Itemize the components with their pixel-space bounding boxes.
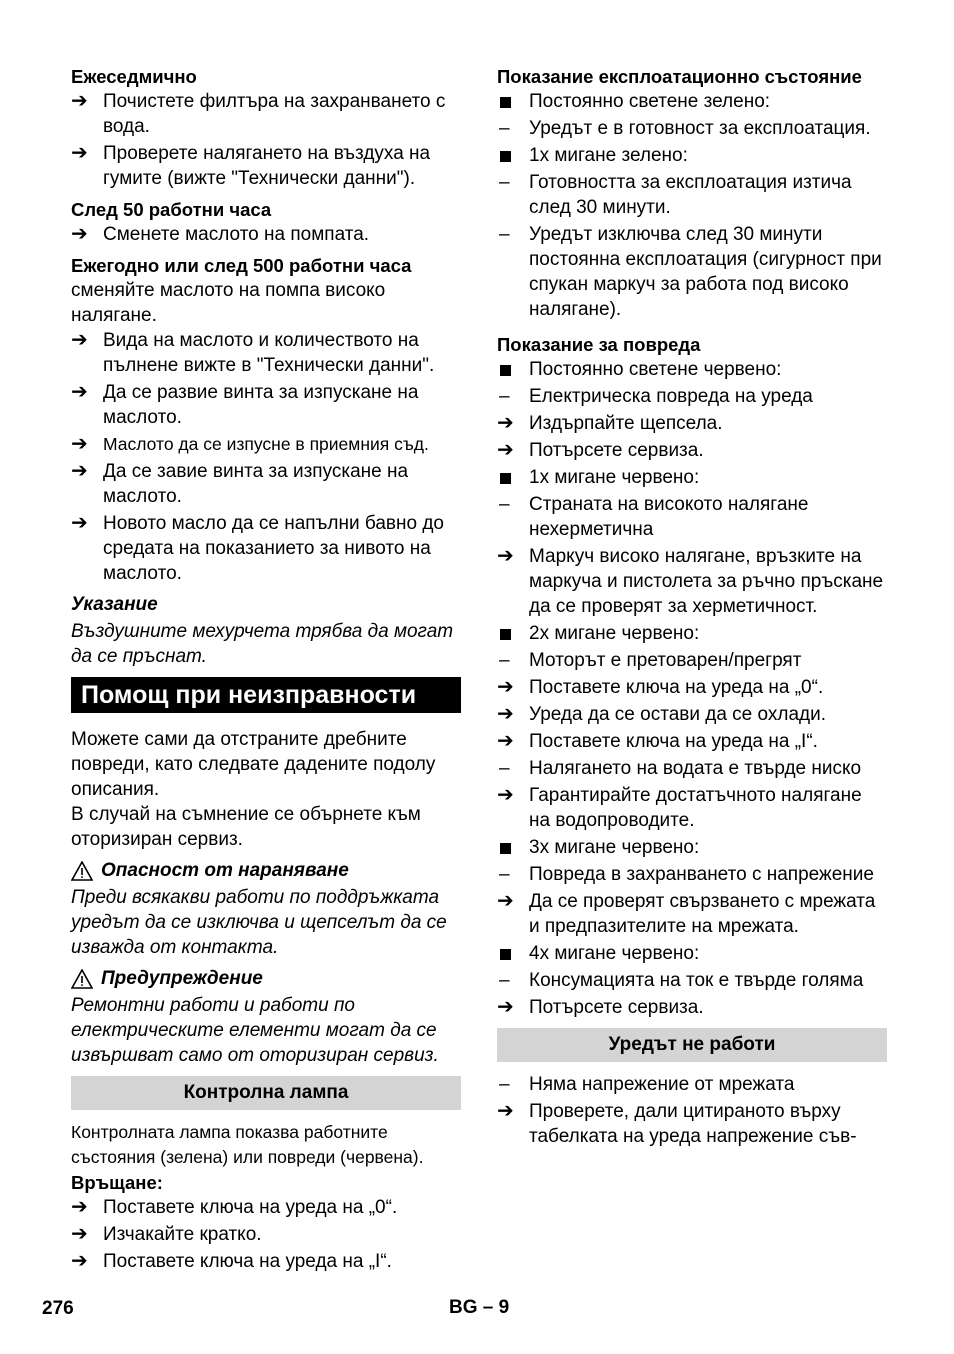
dash-bullet: – [499, 1074, 510, 1095]
dash-bullet: – [499, 758, 510, 779]
list-item: ➔ Поставете ключа на уреда на „0“. [71, 1196, 398, 1218]
subsection-device-not-working: Уредът не работи [497, 1028, 887, 1062]
heading-weekly: Ежеседмично [71, 66, 197, 87]
list-item: – Готовността за експлоатация изтича след 30 минути. [499, 172, 852, 218]
fault-indication-list [497, 357, 887, 1020]
list-item: ➔ Новото масло да се напълни бавно до средата на показанието за нивото на маслото. [71, 512, 444, 584]
arrow-right-icon: ➔ [71, 1223, 88, 1245]
dash-bullet: – [499, 650, 510, 671]
list-item: ➔ Проверете, дали цитираното върху табелката на уреда напрежение съв- [497, 1100, 857, 1147]
list-item: ➔ Издърпайте щепсела. [497, 412, 723, 434]
heading-operating-status: Показание експлоатационно състояние [497, 66, 862, 87]
list-item: – Моторът е претоварен/прегрят [499, 650, 802, 671]
list-item: 2x мигане червено: [529, 623, 700, 644]
yearly-intro: сменяйте маслото на помпа високо налягане. [71, 280, 386, 326]
list-item: ➔ Да се развие винта за изпускане на маслото. [71, 381, 419, 428]
heading-fault-indication: Показание за повреда [497, 334, 701, 355]
arrow-right-icon: ➔ [497, 412, 514, 434]
arrow-right-icon: ➔ [497, 730, 514, 752]
subsection-control-lamp: Контролна лампа [71, 1076, 461, 1110]
list-item: – Налягането на водата е твърде ниско [499, 758, 862, 779]
arrow-right-icon: ➔ [497, 890, 514, 912]
page-number: 276 [42, 1298, 74, 1319]
list-item: ➔ Маслото да се изпусне в приемния съд. [71, 433, 429, 455]
list-item: 1x мигане червено: [529, 467, 700, 488]
dash-bullet: – [499, 172, 510, 193]
arrow-right-icon: ➔ [71, 381, 88, 403]
dash-bullet: – [499, 118, 510, 139]
list-item: – Електрическа повреда на уреда [499, 386, 813, 407]
list-item: 4x мигане червено: [529, 943, 700, 964]
arrow-right-icon: ➔ [71, 329, 88, 351]
arrow-right-icon: ➔ [497, 439, 514, 461]
arrow-right-icon: ➔ [497, 1100, 514, 1122]
arrow-right-icon: ➔ [71, 1196, 88, 1218]
list-item: ➔ Гарантирайте достатъчното налягане на водопроводите. [497, 784, 862, 831]
list-item: ➔ Изчакайте кратко. [71, 1223, 262, 1245]
arrow-right-icon: ➔ [71, 223, 88, 245]
list-item: ➔ Маркуч високо налягане, връзките на маркуча и пистолета за ръчно пръскане да се проверят за херметичност. [497, 545, 884, 617]
list-item: 3x мигане червено: [529, 837, 700, 858]
list-item: ➔ Поставете ключа на уреда на „I“. [497, 730, 818, 752]
danger-text: Преди всякакви работи по поддръжката уредът да се изключва и щепселът да се изважда от контакта. [71, 887, 447, 958]
list-item: ➔ Да се завие винта за изпускане на маслото. [71, 460, 409, 507]
heading-yearly: Ежегодно или след 500 работни часа [71, 255, 412, 276]
arrow-right-icon: ➔ [497, 784, 514, 806]
arrow-right-icon: ➔ [71, 1250, 88, 1272]
warning-triangle-icon [71, 861, 93, 881]
dash-bullet: – [499, 970, 510, 991]
list-item: ➔ Поставете ключа на уреда на „0“. [497, 676, 824, 698]
note-text: Въздушните мехурчета трябва да могат да се пръснат. [71, 621, 454, 667]
reset-heading: Връщане: [71, 1172, 163, 1193]
arrow-right-icon: ➔ [71, 512, 88, 534]
list-item: – Страната на високото налягане нехерметична [499, 494, 809, 540]
list-item: ➔ Почистете филтъра на захранването с вода. [71, 90, 446, 137]
operating-status-list [497, 89, 887, 322]
list-item: – Уредът изключва след 30 минути постоянна експлоатация (сигурност при спукан маркуч за работа под високо налягане). [499, 224, 882, 320]
list-item: ➔ Уреда да се остави да се охлади. [497, 703, 827, 725]
list-item: ➔ Сменете маслото на помпата. [71, 223, 370, 245]
troubleshooting-service-note: В случай на съмнение се обърнете към оторизиран сервиз. [71, 804, 421, 850]
list-item: – Повреда в захранването с напрежение [499, 864, 874, 885]
arrow-right-icon: ➔ [71, 460, 88, 482]
list-item: Постоянно светене червено: [529, 359, 782, 380]
list-item: ➔ Поставете ключа на уреда на „I“. [71, 1250, 392, 1272]
arrow-right-icon: ➔ [71, 433, 88, 455]
list-item: 1х мигане зелено: [529, 145, 688, 166]
list-item: Постоянно светене зелено: [529, 91, 771, 112]
section-title-troubleshooting: Помощ при неизправности [71, 677, 461, 713]
list-item: ➔ Потърсете сервиза. [497, 439, 704, 461]
dash-bullet: – [499, 494, 510, 515]
arrow-right-icon: ➔ [497, 676, 514, 698]
list-item: ➔ Да се проверят свързването с мрежата и предпазителите на мрежата. [497, 890, 876, 937]
right-column [497, 64, 887, 1149]
arrow-right-icon: ➔ [71, 142, 88, 164]
device-not-working-list [497, 1072, 887, 1149]
arrow-right-icon: ➔ [71, 90, 88, 112]
control-lamp-text: Контролната лампа показва работните състояния (зелена) или повреди (червена). [71, 1122, 424, 1167]
warning-triangle-icon [71, 969, 93, 989]
list-item: – Консумацията на ток е твърде голяма [499, 970, 864, 991]
list-item: ➔ Вида на маслото и количеството на пълнене вижте в "Технически данни". [71, 329, 435, 376]
dash-bullet: – [499, 224, 510, 245]
arrow-right-icon: ➔ [497, 996, 514, 1018]
dash-bullet: – [499, 864, 510, 885]
arrow-right-icon: ➔ [497, 545, 514, 567]
list-item: ➔ Потърсете сервиза. [497, 996, 704, 1018]
list-item: – Няма напрежение от мрежата [499, 1074, 795, 1095]
troubleshooting-intro: Можете сами да отстраните дребните повреди, като следвате дадените подолу описания. [71, 729, 436, 800]
warning-text: Ремонтни работи и работи по електрическите елементи могат да се извършват само от оторизиран сервиз. [71, 995, 439, 1066]
list-item: ➔ Проверете налягането на въздуха на гумите (вижте "Технически данни"). [71, 142, 431, 189]
section-label: BG – 9 [449, 1297, 510, 1318]
arrow-right-icon: ➔ [497, 703, 514, 725]
dash-bullet: – [499, 386, 510, 407]
danger-heading: Опасност от нараняване [71, 858, 461, 883]
left-column [71, 64, 461, 1274]
heading-after-50-hours: След 50 работни часа [71, 199, 272, 220]
warning-heading: Предупреждение [71, 966, 461, 991]
note-title: Указание [71, 594, 158, 615]
list-item: – Уредът е в готовност за експлоатация. [499, 118, 871, 139]
